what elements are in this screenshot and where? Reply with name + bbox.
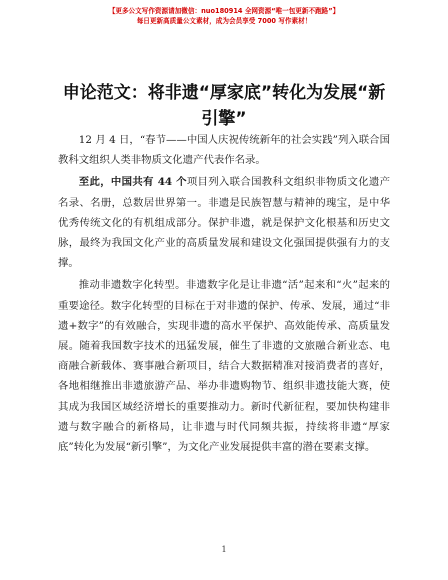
document-title: 申论范文：将非遗“厚家底”转化为发展“新引擎” [62,83,386,129]
promo-banner [0,6,448,26]
document-body [58,130,390,457]
promo-banner-line-1: 【更多公文写作资源请加微信：nuo180914 全网资源“唯一包更新不跑路”】 [108,7,340,15]
paragraph-1: 12 月 4 日，“春节——中国人庆祝传统新年的社会实践”列入联合国教科文组织人类非物质文化遗产代表作名录。 [58,134,390,167]
paragraph-2-text: 项目列入联合国教科文组织非物质文化遗产名录、名册，总数居世界第一。非遗是民族智慧与精神的瑰宝，是中华优秀传统文化的有机组成部分。保护非遗，就是保护文化根基和历史文脉，最终为我国文化产业的高质量发展和建设文化强国提供强有力的支撑。 [58,176,391,270]
page-number: 1 [221,545,227,554]
paragraph-2 [58,172,390,273]
promo-banner-line-2: 每日更新高质量公文素材，成为会员享受 7000 写作素材！ [136,17,312,25]
paragraph-2-lead: 至此，中国共有 44 个 [78,176,187,189]
paragraph-3: 推动非遗数字化转型。非遗数字化是让非遗“活”起来和“火”起来的重要途径。数字化转型的目标在于对非遗的保护、传承、发展，通过“非遗+数字”的有效融合，实现非遗的高水平保护、高效能传承、高质量发展。随着我国数字技术的迅猛发展，催生了非遗的文旅融合新业态、电商融合新载体、赛事融合新项目，结合大数据精准对接消费者的喜好，各地相继推出非遗旅游产品、举办非遗购物节、组织非遗技能大赛，使其成为我国区域经济增长的重要推动力。新时代新征程，要加快构建非遗与数字融合的新格局，让非遗与时代同频共振，持续将非遗“厚家底”转化为发展“新引擎”，为文化产业发展提供丰富的潜在要素支撑。 [58,279,390,454]
